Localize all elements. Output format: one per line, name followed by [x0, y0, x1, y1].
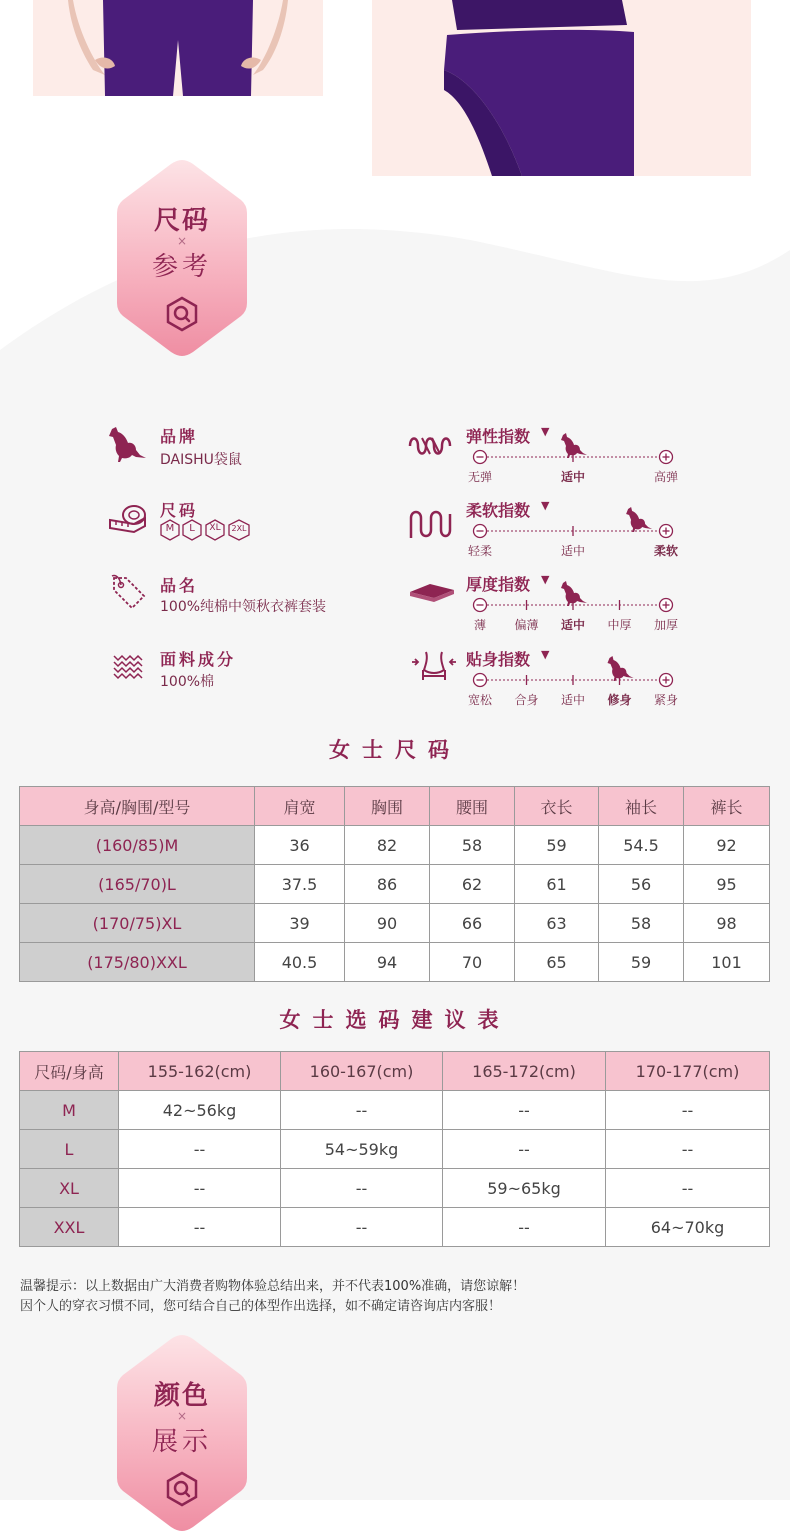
size-row-label: (160/85)M: [20, 826, 255, 865]
select-cell: --: [281, 1208, 443, 1247]
select-cell: --: [119, 1130, 281, 1169]
select-row-label: L: [20, 1130, 119, 1169]
scale-label: 适中: [560, 544, 586, 558]
scale-label: 宽松: [467, 693, 493, 707]
scale-label: 适中: [560, 470, 586, 484]
soft-dropdown-icon: ▼: [541, 499, 550, 512]
select-cell: --: [443, 1130, 606, 1169]
thickness-index-title: 厚度指数: [466, 575, 531, 594]
badge-separator: ×: [176, 1409, 188, 1423]
thickness-dropdown-icon: ▼: [541, 573, 550, 586]
scale-label: 轻柔: [467, 544, 493, 558]
size-cell: 59: [599, 943, 684, 982]
size-cell: 36: [255, 826, 345, 865]
select-cell: --: [281, 1091, 443, 1130]
fit-dropdown-icon: ▼: [541, 648, 550, 661]
fabric-title: 面料成分: [160, 650, 237, 669]
size-title: 尺码: [160, 501, 199, 520]
size-cell: 54.5: [599, 826, 684, 865]
tip-line-2: 因个人的穿衣习惯不同，您可结合自己的体型作出选择，如不确定请咨询店内客服！: [20, 1299, 502, 1314]
size-row-label: (165/70)L: [20, 865, 255, 904]
size-cell: 59: [515, 826, 599, 865]
badge-title: 尺码: [153, 206, 210, 236]
soft-index-title: 柔软指数: [466, 501, 531, 520]
size-cell: 37.5: [255, 865, 345, 904]
size-table: [19, 786, 770, 982]
select-cell: --: [119, 1208, 281, 1247]
size-option-xl: XL: [209, 523, 221, 533]
size-cell: 92: [684, 826, 770, 865]
kangaroo-marker-icon: [608, 656, 634, 681]
elastic-index-title: 弹性指数: [466, 427, 531, 446]
table-row: [20, 826, 770, 865]
size-cell: 94: [345, 943, 430, 982]
scale-label: 无弹: [467, 470, 493, 484]
scale-label: 偏薄: [514, 618, 539, 632]
scale-label: 薄: [473, 618, 487, 632]
size-cell: 63: [515, 904, 599, 943]
size-table-header: 胸围: [345, 787, 430, 826]
size-cell: 39: [255, 904, 345, 943]
select-row-label: M: [20, 1091, 119, 1130]
size-table-header: 衣长: [515, 787, 599, 826]
size-option-l: L: [189, 523, 195, 534]
size-cell: 58: [430, 826, 515, 865]
size-option-2xl: 2XL: [231, 524, 247, 533]
size-row-label: (175/80)XXL: [20, 943, 255, 982]
scale-label: 中厚: [607, 618, 632, 632]
size-row-label: (170/75)XL: [20, 904, 255, 943]
select-row-label: XL: [20, 1169, 119, 1208]
table-row: [20, 1208, 770, 1247]
badge-subtitle: 展示: [151, 1427, 212, 1457]
scale-label: 适中: [560, 618, 586, 632]
tip-line-1: 温馨提示：以上数据由广大消费者购物体验总结出来，并不代表100%准确，请您谅解！: [20, 1279, 526, 1294]
size-cell: 65: [515, 943, 599, 982]
scale-label: 紧身: [653, 693, 679, 707]
size-cell: 86: [345, 865, 430, 904]
select-cell: --: [281, 1169, 443, 1208]
select-table-header: 155-162(cm): [119, 1052, 281, 1091]
scale-label: 柔软: [653, 544, 679, 558]
select-row-label: XXL: [20, 1208, 119, 1247]
select-table-header: 尺码/身高: [20, 1052, 119, 1091]
size-cell: 62: [430, 865, 515, 904]
badge-subtitle: 参考: [151, 252, 212, 282]
table-row: [20, 1091, 770, 1130]
table-row: [20, 943, 770, 982]
brand-title: 品牌: [160, 427, 199, 446]
scale-label: 修身: [607, 693, 632, 707]
select-cell: 59~65kg: [443, 1169, 606, 1208]
size-cell: 90: [345, 904, 430, 943]
scale-label: 适中: [560, 693, 586, 707]
size-table-header: 袖长: [599, 787, 684, 826]
table-row: [20, 1130, 770, 1169]
table-row: [20, 865, 770, 904]
badge-title: 颜色: [153, 1381, 210, 1411]
table-row: [20, 904, 770, 943]
search-hexagon-icon: [164, 1471, 200, 1507]
size-cell: 82: [345, 826, 430, 865]
size-cell: 95: [684, 865, 770, 904]
select-table-title: 女士选码建议表: [279, 1008, 511, 1032]
size-option-m: M: [165, 523, 175, 534]
badge-separator: ×: [176, 234, 188, 248]
select-cell: --: [119, 1169, 281, 1208]
elastic-dropdown-icon: ▼: [541, 425, 550, 438]
select-cell: 64~70kg: [606, 1208, 770, 1247]
select-cell: --: [443, 1208, 606, 1247]
select-size-table: [19, 1051, 770, 1247]
select-cell: --: [606, 1169, 770, 1208]
size-cell: 58: [599, 904, 684, 943]
fit-index-title: 贴身指数: [466, 650, 531, 669]
size-table-header: 肩宽: [255, 787, 345, 826]
size-cell: 66: [430, 904, 515, 943]
select-table-header: 160-167(cm): [281, 1052, 443, 1091]
brand-value: DAISHU袋鼠: [160, 452, 242, 468]
select-cell: --: [606, 1130, 770, 1169]
size-table-header: 腰围: [430, 787, 515, 826]
scale-label: 高弹: [653, 470, 679, 484]
size-cell: 101: [684, 943, 770, 982]
product-name-title: 品名: [160, 576, 199, 595]
size-cell: 61: [515, 865, 599, 904]
size-table-header: 身高/胸围/型号: [20, 787, 255, 826]
size-cell: 70: [430, 943, 515, 982]
scale-label: 加厚: [653, 618, 679, 632]
size-cell: 98: [684, 904, 770, 943]
product-name-value: 100%纯棉中领秋衣裤套装: [160, 599, 327, 615]
select-table-header: 165-172(cm): [443, 1052, 606, 1091]
select-cell: --: [606, 1091, 770, 1130]
select-cell: --: [443, 1091, 606, 1130]
select-cell: 54~59kg: [281, 1130, 443, 1169]
size-table-header: 裤长: [684, 787, 770, 826]
size-cell: 56: [599, 865, 684, 904]
select-table-header: 170-177(cm): [606, 1052, 770, 1091]
size-cell: 40.5: [255, 943, 345, 982]
size-table-title: 女士尺码: [329, 738, 461, 762]
fabric-value: 100%棉: [160, 674, 215, 690]
color-display-badge: [115, 1333, 249, 1533]
select-cell: 42~56kg: [119, 1091, 281, 1130]
scale-label: 合身: [514, 693, 539, 707]
table-row: [20, 1169, 770, 1208]
